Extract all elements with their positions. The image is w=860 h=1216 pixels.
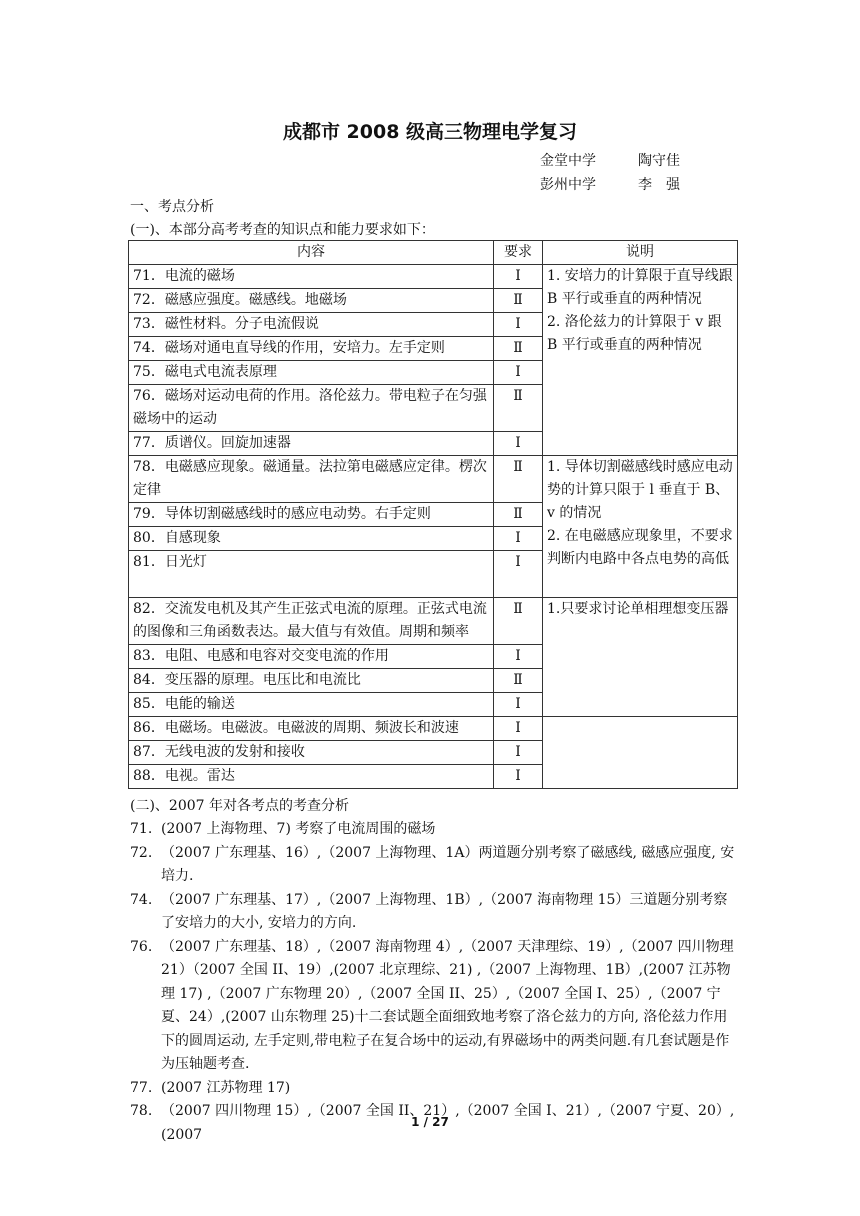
row-content: 75．磁电式电流表原理: [129, 361, 494, 385]
item-text: （2007 广东理基、17）,（2007 上海物理、1B）,（2007 海南物理 15）三道题分别考察了安培力的大小, 安培力的方向.: [161, 891, 728, 931]
note-cell: [543, 265, 738, 456]
item-text: (2007 江苏物理 17): [161, 1079, 291, 1096]
row-requirement: Ⅰ: [494, 645, 543, 669]
row-requirement: Ⅰ: [494, 741, 543, 765]
list-item: [130, 889, 740, 936]
item-text: （2007 四川物理 15）,（2007 全国 II、21）,（2007 全国 I、21）,（2007 宁夏、20）, (2007: [161, 1103, 735, 1143]
row-content: 78．电磁感应现象。磁通量。法拉第电磁感应定律。楞次定律: [129, 456, 494, 503]
author-name: 陶守佳: [638, 153, 680, 169]
section-heading: 一、考点分析: [130, 199, 214, 215]
note-cell: [543, 598, 738, 717]
item-number: 71.: [130, 821, 153, 837]
list-item: [130, 1077, 740, 1101]
author-school: 彭州中学: [540, 177, 596, 193]
row-content: 72．磁感应强度。磁感线。地磁场: [129, 289, 494, 313]
item-number: 72.: [130, 844, 153, 861]
table-row: [129, 265, 738, 289]
row-content: 71．电流的磁场: [129, 265, 494, 289]
row-content: 84．变压器的原理。电压比和电流比: [129, 669, 494, 693]
author-name: 李 强: [638, 177, 680, 193]
table-row: [129, 717, 738, 741]
list-item: [130, 842, 740, 889]
author-line-2: [540, 174, 680, 194]
row-content: 86．电磁场。电磁波。电磁波的周期、频波长和波速: [129, 717, 494, 741]
subsection-heading: (一)、本部分高考考查的知识点和能力要求如下：: [130, 222, 435, 238]
table-row: [129, 598, 738, 645]
author-line-1: [540, 150, 680, 170]
table-row: [129, 456, 738, 503]
list-item: [130, 936, 740, 1077]
row-requirement: Ⅱ: [494, 337, 543, 361]
knowledge-table: [128, 240, 738, 789]
row-content: 81．日光灯: [129, 551, 494, 598]
row-requirement: Ⅰ: [494, 265, 543, 289]
row-requirement: Ⅰ: [494, 717, 543, 741]
item-number: 78.: [130, 1103, 153, 1119]
row-requirement: Ⅰ: [494, 432, 543, 456]
list-item: [130, 818, 740, 842]
note-text: 1. 安培力的计算限于直导线跟 B 平行或垂直的两种情况 2. 洛伦兹力的计算限于 v 跟 B 平行或垂直的两种情况: [547, 268, 733, 353]
row-requirement: Ⅰ: [494, 527, 543, 551]
item-text: (2007 上海物理、7) 考察了电流周围的磁场: [161, 821, 436, 837]
row-content: 85．电能的输送: [129, 693, 494, 717]
note-cell: [543, 456, 738, 598]
row-content: 88．电视。雷达: [129, 765, 494, 789]
analysis-list: [130, 818, 740, 1147]
item-number: 74.: [130, 891, 153, 908]
note-text: 1. 导体切割磁感线时感应电动势的计算只限于 l 垂直于 B、v 的情况 2. 在电磁感应现象里，不要求判断内电路中各点电势的高低: [547, 459, 733, 567]
item-text: （2007 广东理基、18）,（2007 海南物理 4）,（2007 天津理综、19）,（2007 四川物理 21）（2007 全国 II、19）,(2007 北京理综、21) ,（2007 上海物理、1B）,(2007 江苏物理 17) ,（2007 广东物理 20）,（2007 全国 II、25）,（2007 全国 I、25）,（2007 宁夏、24）,(2007 山东物理 25)十二套试题全面细致地考察了洛仑兹力的方向, 洛伦兹力作用下的圆周运动, 左手定则,带电粒子在复合场中的运动,有界磁场中的两类问题.有几套试题是作为压轴题考查.: [161, 938, 734, 1072]
row-content: 87．无线电波的发射和接收: [129, 741, 494, 765]
page-number: 1 / 27: [411, 1115, 449, 1129]
row-content: 83．电阻、电感和电容对交变电流的作用: [129, 645, 494, 669]
table-header-row: [129, 241, 738, 265]
row-content: 82．交流发电机及其产生正弦式电流的原理。正弦式电流的图像和三角函数表达。最大值与有效值。周期和频率: [129, 598, 494, 645]
row-requirement: Ⅱ: [494, 503, 543, 527]
row-content: 73．磁性材料。分子电流假说: [129, 313, 494, 337]
row-requirement: Ⅰ: [494, 765, 543, 789]
row-requirement: Ⅱ: [494, 456, 543, 503]
row-content: 80．自感现象: [129, 527, 494, 551]
row-requirement: Ⅱ: [494, 669, 543, 693]
row-requirement: Ⅰ: [494, 361, 543, 385]
row-requirement: Ⅰ: [494, 551, 543, 598]
row-content: 79．导体切割磁感线时的感应电动势。右手定则: [129, 503, 494, 527]
subsection-heading: (二)、2007 年对各考点的考查分析: [130, 798, 350, 814]
row-requirement: Ⅱ: [494, 598, 543, 645]
header-content: 内容: [129, 241, 494, 265]
header-notes: 说明: [543, 241, 738, 265]
item-number: 77.: [130, 1079, 153, 1096]
item-text: （2007 广东理基、16）,（2007 上海物理、1A）两道题分别考察了磁感线, 磁感应强度, 安培力.: [161, 844, 735, 884]
row-content: 77．质谱仪。回旋加速器: [129, 432, 494, 456]
header-requirement: 要求: [494, 241, 543, 265]
author-school: 金堂中学: [540, 153, 596, 169]
document-title: 成都市 2008 级高三物理电学复习: [282, 121, 578, 143]
row-requirement: Ⅱ: [494, 385, 543, 432]
row-requirement: Ⅰ: [494, 313, 543, 337]
row-requirement: Ⅰ: [494, 693, 543, 717]
row-content: 76．磁场对运动电荷的作用。洛伦兹力。带电粒子在匀强磁场中的运动: [129, 385, 494, 432]
item-number: 76.: [130, 938, 153, 955]
row-requirement: Ⅱ: [494, 289, 543, 313]
row-content: 74．磁场对通电直导线的作用，安培力。左手定则: [129, 337, 494, 361]
note-cell: [543, 717, 738, 789]
note-text: 1.只要求讨论单相理想变压器: [547, 601, 729, 617]
